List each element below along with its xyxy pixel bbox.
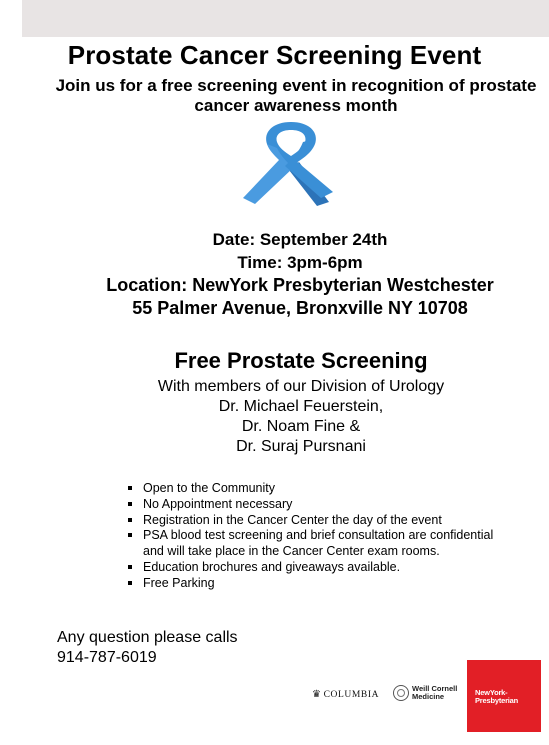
top-banner-bar (22, 0, 549, 37)
list-item-text: PSA blood test screening and brief consultation are confidential and will take place in the Cancer Center exam rooms. (143, 528, 494, 559)
list-item (124, 497, 504, 513)
list-item-text: No Appointment necessary (143, 496, 293, 511)
screening-description (56, 377, 546, 457)
bullet-icon (128, 581, 132, 585)
list-item-text: Free Parking (143, 575, 215, 590)
bullet-icon (128, 518, 132, 522)
columbia-logo (312, 689, 379, 700)
list-item-text: Education brochures and giveaways available. (143, 559, 401, 574)
doctor-name: Dr. Noam Fine & (241, 418, 361, 435)
crown-icon: ♛ (312, 689, 322, 700)
page-subtitle (36, 76, 549, 116)
event-time: Time: 3pm-6pm (237, 252, 363, 272)
weill-line-2: Medicine (412, 692, 445, 701)
bullet-icon (128, 533, 132, 537)
columbia-logo-text: COLUMBIA (323, 690, 380, 700)
bullet-icon (128, 502, 132, 506)
partner-logos (266, 684, 466, 708)
newyork-presbyterian-logo (467, 660, 541, 732)
subtitle-line-1: Join us for a free screening event in recognition of prostate (55, 76, 537, 95)
screening-heading: Free Prostate Screening (174, 348, 428, 373)
contact-phone: 914-787-6019 (57, 649, 157, 666)
nyp-line-1: NewYork- (475, 688, 508, 697)
weill-cornell-logo (393, 684, 468, 706)
doctor-name: Dr. Suraj Pursnani (236, 438, 366, 455)
awareness-ribbon-icon (233, 118, 349, 208)
event-features-list (124, 481, 504, 592)
contact-text: Any question please calls (57, 629, 238, 646)
seal-icon (393, 685, 409, 701)
list-item (124, 560, 504, 576)
page-title: Prostate Cancer Screening Event (67, 40, 482, 70)
event-location: Location: NewYork Presbyterian Westchester (106, 275, 494, 295)
nyp-line-2: Presbyterian (475, 696, 519, 705)
list-item (124, 481, 504, 497)
nyp-logo-text (475, 689, 518, 705)
bullet-icon (128, 565, 132, 569)
weill-cornell-logo-text (412, 685, 457, 701)
list-item-text: Registration in the Cancer Center the day of the event (143, 512, 442, 527)
event-date: Date: September 24th (212, 230, 388, 249)
list-item (124, 576, 504, 592)
division-line: With members of our Division of Urology (157, 378, 445, 395)
weill-line-1: Weill Cornell (412, 684, 458, 693)
bullet-icon (128, 486, 132, 490)
list-item-text: Open to the Community (143, 481, 276, 495)
list-item (124, 513, 504, 529)
contact-info (57, 628, 238, 668)
subtitle-line-2: cancer awareness month (194, 96, 398, 115)
event-details (60, 229, 540, 319)
list-item (124, 528, 504, 560)
doctor-name: Dr. Michael Feuerstein, (218, 398, 384, 415)
event-address: 55 Palmer Avenue, Bronxville NY 10708 (132, 297, 468, 318)
